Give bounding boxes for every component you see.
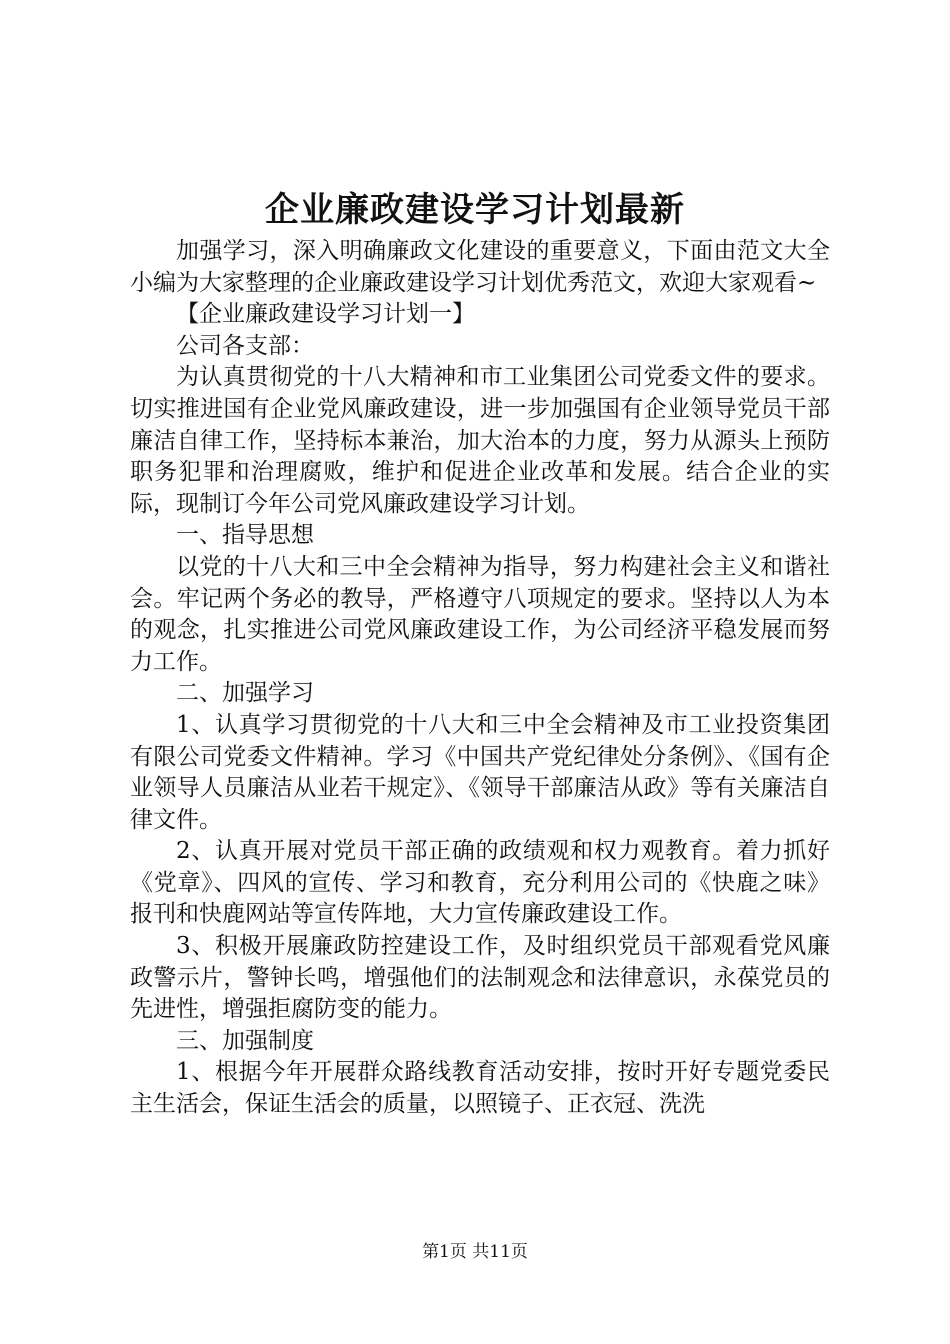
intro-paragraph: 加强学习，深入明确廉政文化建设的重要意义，下面由范文大全小编为大家整理的企业廉政建设学习计划优秀范文，欢迎大家观看~ xyxy=(130,238,830,296)
document-body xyxy=(130,236,830,1121)
salutation: 公司各支部： xyxy=(176,332,314,359)
page-footer: 第1页 共11页 xyxy=(422,1242,528,1262)
study-item-3: 3、积极开展廉政防控建设工作，及时组织党员干部观看党风廉政警示片，警钟长鸣，增强他们的法制观念和法律意识，永葆党员的先进性，增强拒腐防变的能力。 xyxy=(130,933,830,1023)
section-heading-guidance: 一、指导思想 xyxy=(176,522,314,549)
section-heading-study: 二、加强学习 xyxy=(176,680,314,707)
study-item-2: 2、认真开展对党员干部正确的政绩观和权力观教育。着力抓好《党章》、四风的宣传、学习和教育，充分利用公司的《快鹿之味》报刊和快鹿网站等宣传阵地，大力宣传廉政建设工作。 xyxy=(130,838,830,928)
section-heading-system: 三、加强制度 xyxy=(176,1027,314,1054)
purpose-paragraph: 为认真贯彻党的十八大精神和市工业集团公司党委文件的要求。切实推进国有企业党风廉政建设，进一步加强国有企业领导党员干部廉洁自律工作，坚持标本兼治，加大治本的力度，努力从源头上预防职务犯罪和治理腐败，维护和促进企业改革和发展。结合企业的实际，现制订今年公司党风廉政建设学习计划。 xyxy=(130,364,830,517)
system-item-1: 1、根据今年开展群众路线教育活动安排，按时开好专题党委民主生活会，保证生活会的质量，以照镜子、正衣冠、洗洗 xyxy=(130,1059,830,1118)
guidance-paragraph: 以党的十八大和三中全会精神为指导，努力构建社会主义和谐社会。牢记两个务必的教导，严格遵守八项规定的要求。坚持以人为本的观念，扎实推进公司党风廉政建设工作，为公司经济平稳发展而努力工作。 xyxy=(130,553,830,675)
plan-heading: 【企业廉政建设学习计划一】 xyxy=(176,301,475,328)
study-item-1: 1、认真学习贯彻党的十八大和三中全会精神及市工业投资集团有限公司党委文件精神。学习《中国共产党纪律处分条例》、《国有企业领导人员廉洁从业若干规定》、《领导干部廉洁从政》等有关廉洁自律文件。 xyxy=(130,711,830,833)
document-title: 企业廉政建设学习计划最新 xyxy=(265,190,685,230)
